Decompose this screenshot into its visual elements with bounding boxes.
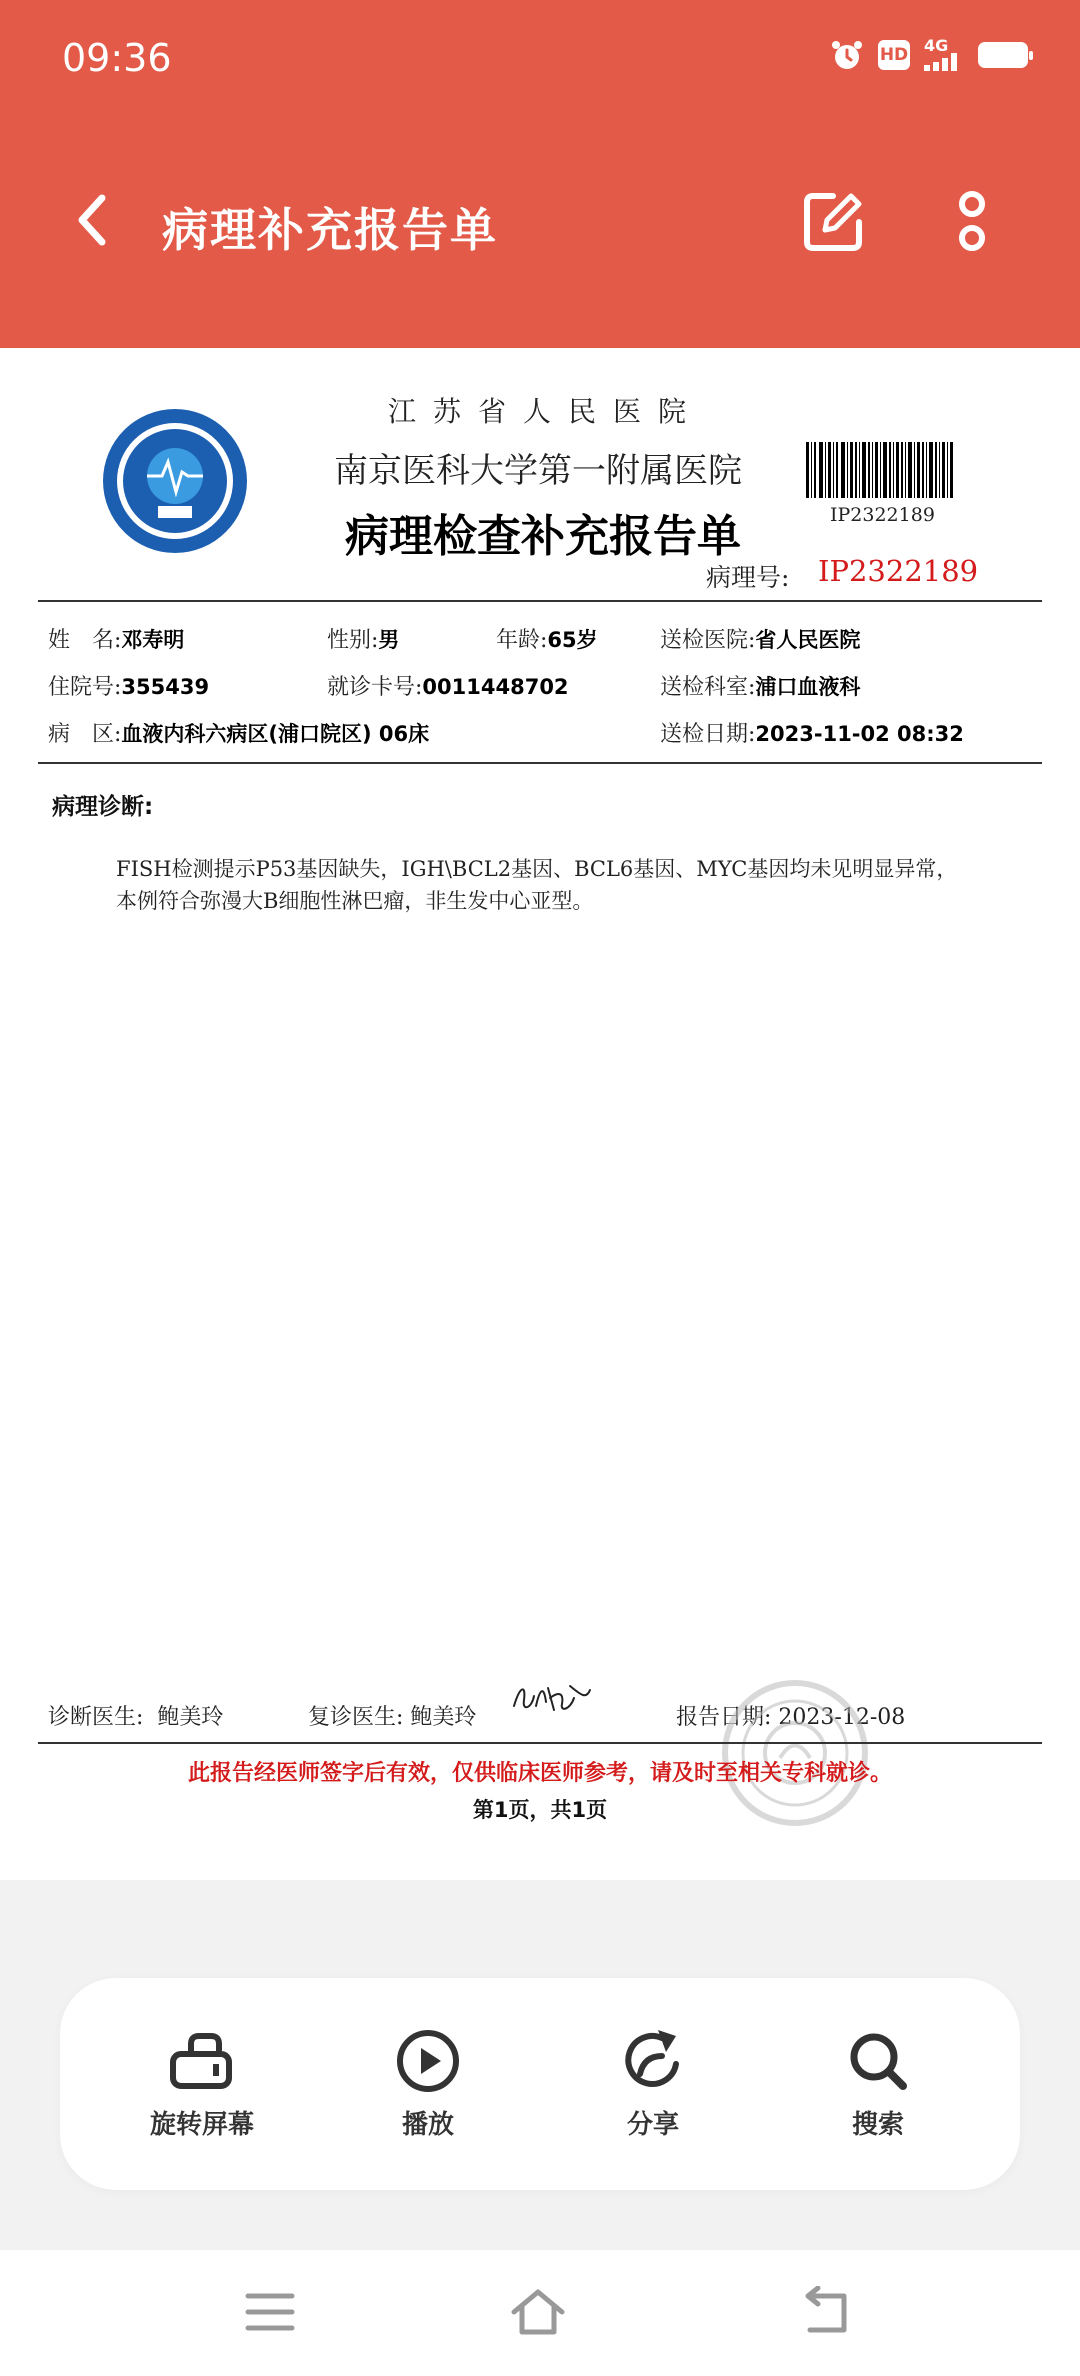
rotate-screen-icon (167, 2026, 237, 2096)
gender-field: 性别:男 (327, 628, 400, 653)
handwritten-signature (510, 1676, 594, 1722)
status-icons (830, 38, 1028, 72)
pathology-no: IP2322189 (818, 554, 979, 588)
back-icon[interactable] (70, 190, 120, 250)
doctor-field: 诊断医生: 鲍美玲 (48, 1705, 224, 1730)
app-header (0, 0, 1080, 348)
inpatient-field: 住院号:355439 (48, 675, 210, 700)
battery-icon (978, 42, 1028, 68)
status-time: 09:36 (62, 36, 172, 80)
search-button[interactable] (798, 2026, 958, 2141)
edit-icon[interactable] (803, 190, 865, 252)
pathology-no-label: 病理号: (706, 563, 790, 592)
back-nav-icon[interactable] (796, 2286, 852, 2338)
alarm-icon (830, 38, 864, 72)
bottom-toolbar (60, 1978, 1020, 2190)
page-info: 第1页，共1页 (472, 1798, 608, 1822)
name-field: 姓 名:邓寿明 (48, 628, 185, 653)
menu-icon[interactable] (242, 2286, 298, 2338)
share-label: 分享 (626, 2110, 679, 2140)
barcode-text: IP2322189 (830, 504, 935, 526)
search-label: 搜索 (851, 2110, 904, 2140)
diagnosis-text: FISH检测提示P53基因缺失，IGH\BCL2基因、BCL6基因、MYC基因均未见明显异常， 本例符合弥漫大B细胞性淋巴瘤，非生发中心亚型。 (116, 857, 958, 913)
page-title: 病理补充报告单 (162, 203, 498, 257)
play-icon (393, 2026, 463, 2096)
age-field: 年龄:65岁 (496, 628, 598, 653)
divider (38, 762, 1042, 764)
barcode (806, 442, 954, 498)
signal-icon: 4G (924, 39, 964, 71)
hospital-logo (100, 406, 250, 556)
search-icon (843, 2026, 913, 2096)
card-field: 就诊卡号:0011448702 (327, 675, 569, 700)
diagnosis-label: 病理诊断: (52, 794, 154, 820)
share-button[interactable] (573, 2026, 733, 2141)
more-options-icon[interactable] (950, 190, 994, 254)
hd-icon: HD (878, 40, 910, 70)
share-icon (618, 2026, 688, 2096)
reviewer-field: 复诊医生: 鲍美玲 (308, 1705, 477, 1730)
home-icon[interactable] (510, 2286, 566, 2338)
report-document (0, 348, 1080, 1880)
divider (38, 600, 1042, 602)
rotate-screen-button[interactable] (122, 2026, 282, 2141)
ward-field: 病 区:血液内科六病区(浦口院区) 06床 (48, 722, 430, 747)
send-dept-field: 送检科室:浦口血液科 (660, 675, 861, 700)
report-notice: 此报告经医师签字后有效，仅供临床医师参考，请及时至相关专科就诊。 (187, 1761, 892, 1786)
send-hospital-field: 送检医院:省人民医院 (660, 628, 861, 653)
divider (38, 1742, 1042, 1744)
play-label: 播放 (401, 2110, 454, 2140)
report-date-field: 报告日期: 2023-12-08 (676, 1705, 906, 1730)
hospital-name: 南京医科大学第一附属医院 (334, 451, 742, 491)
hospital-province: 江苏省人民医院 (388, 395, 704, 428)
report-title: 病理检查补充报告单 (345, 511, 741, 562)
play-button[interactable] (348, 2026, 508, 2141)
rotate-screen-label: 旋转屏幕 (149, 2110, 254, 2140)
send-date-field: 送检日期:2023-11-02 08:32 (660, 722, 964, 747)
system-nav-bar (0, 2250, 1080, 2376)
